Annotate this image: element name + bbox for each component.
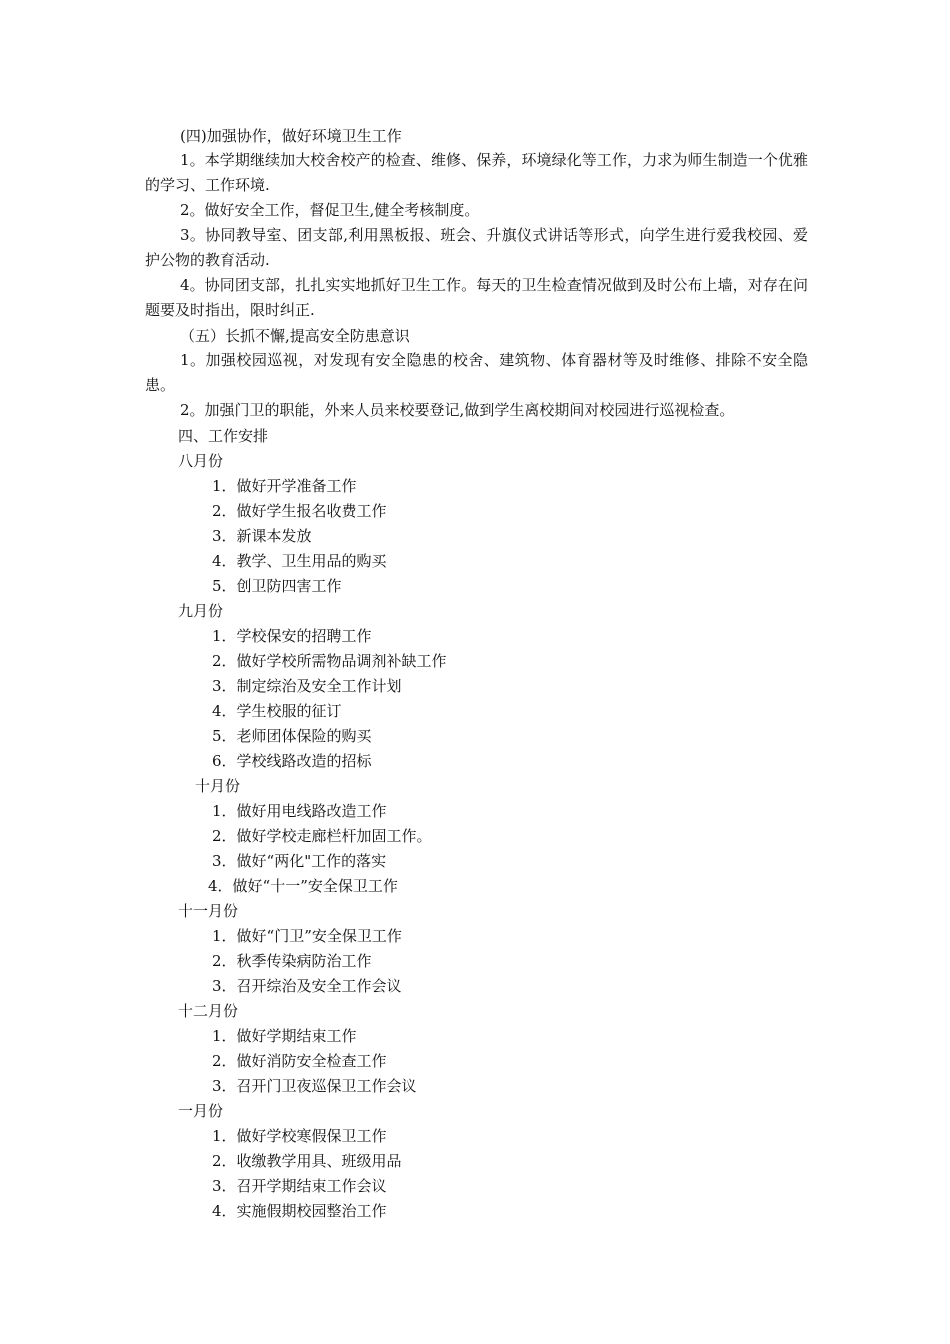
month-heading: 十二月份 <box>178 1002 239 1020</box>
list-item: 4．教学、卫生用品的购买 <box>212 552 387 570</box>
list-item: 1．做好开学准备工作 <box>212 477 357 495</box>
list-item: 2．收缴教学用具、班级用品 <box>212 1152 402 1170</box>
month-heading: 十月份 <box>195 777 241 795</box>
paragraph: 1。加强校园巡视，对发现有安全隐患的校舍、建筑物、体育器材等及时维修、排除不安全隐患。 <box>145 351 808 394</box>
section-heading: （五）长抓不懈,提高安全防患意识 <box>180 327 410 345</box>
list-item: 3．召开门卫夜巡保卫工作会议 <box>212 1077 417 1095</box>
list-item: 4．做好“十一”安全保卫工作 <box>208 877 398 895</box>
list-item: 3．做好“两化"工作的落实 <box>212 852 387 870</box>
list-item: 3．召开综治及安全工作会议 <box>212 977 402 995</box>
list-item: 6．学校线路改造的招标 <box>212 752 372 770</box>
paragraph: 2。做好安全工作，督促卫生,健全考核制度。 <box>180 201 480 219</box>
list-item: 2．做好学生报名收费工作 <box>212 502 387 520</box>
month-heading: 十一月份 <box>178 902 239 920</box>
list-item: 4．实施假期校园整治工作 <box>212 1202 387 1220</box>
paragraph: 4。协同团支部，扎扎实实地抓好卫生工作。每天的卫生检查情况做到及时公布上墙，对存在问题要及时指出，限时纠正. <box>145 276 808 319</box>
list-item: 4．学生校服的征订 <box>212 702 342 720</box>
list-item: 5．创卫防四害工作 <box>212 577 342 595</box>
month-heading: 八月份 <box>178 452 224 470</box>
list-item: 2．做好学校所需物品调剂补缺工作 <box>212 652 447 670</box>
paragraph: 2。加强门卫的职能，外来人员来校要登记,做到学生离校期间对校园进行巡视检查。 <box>180 401 735 419</box>
paragraph: 1。本学期继续加大校舍校产的检查、维修、保养，环境绿化等工作，力求为师生制造一个优雅的学习、工作环境. <box>145 151 808 194</box>
list-item: 1．学校保安的招聘工作 <box>212 627 372 645</box>
month-heading: 九月份 <box>178 602 224 620</box>
list-item: 1．做好“门卫”安全保卫工作 <box>212 927 402 945</box>
list-item: 2．做好消防安全检查工作 <box>212 1052 387 1070</box>
list-item: 3．召开学期结束工作会议 <box>212 1177 387 1195</box>
list-item: 3．新课本发放 <box>212 527 312 545</box>
section-heading: (四)加强协作，做好环境卫生工作 <box>180 127 402 145</box>
list-item: 1．做好用电线路改造工作 <box>212 802 387 820</box>
paragraph: 3。协同教导室、团支部,利用黑板报、班会、升旗仪式讲话等形式，向学生进行爱我校园、爱护公物的教育活动. <box>145 226 808 269</box>
list-item: 2．做好学校走廊栏杆加固工作。 <box>212 827 432 845</box>
list-item: 1．做好学校寒假保卫工作 <box>212 1127 387 1145</box>
month-heading: 一月份 <box>178 1102 224 1120</box>
section-heading: 四、工作安排 <box>178 427 269 445</box>
list-item: 5．老师团体保险的购买 <box>212 727 372 745</box>
list-item: 1．做好学期结束工作 <box>212 1027 357 1045</box>
list-item: 3．制定综治及安全工作计划 <box>212 677 402 695</box>
list-item: 2．秋季传染病防治工作 <box>212 952 372 970</box>
